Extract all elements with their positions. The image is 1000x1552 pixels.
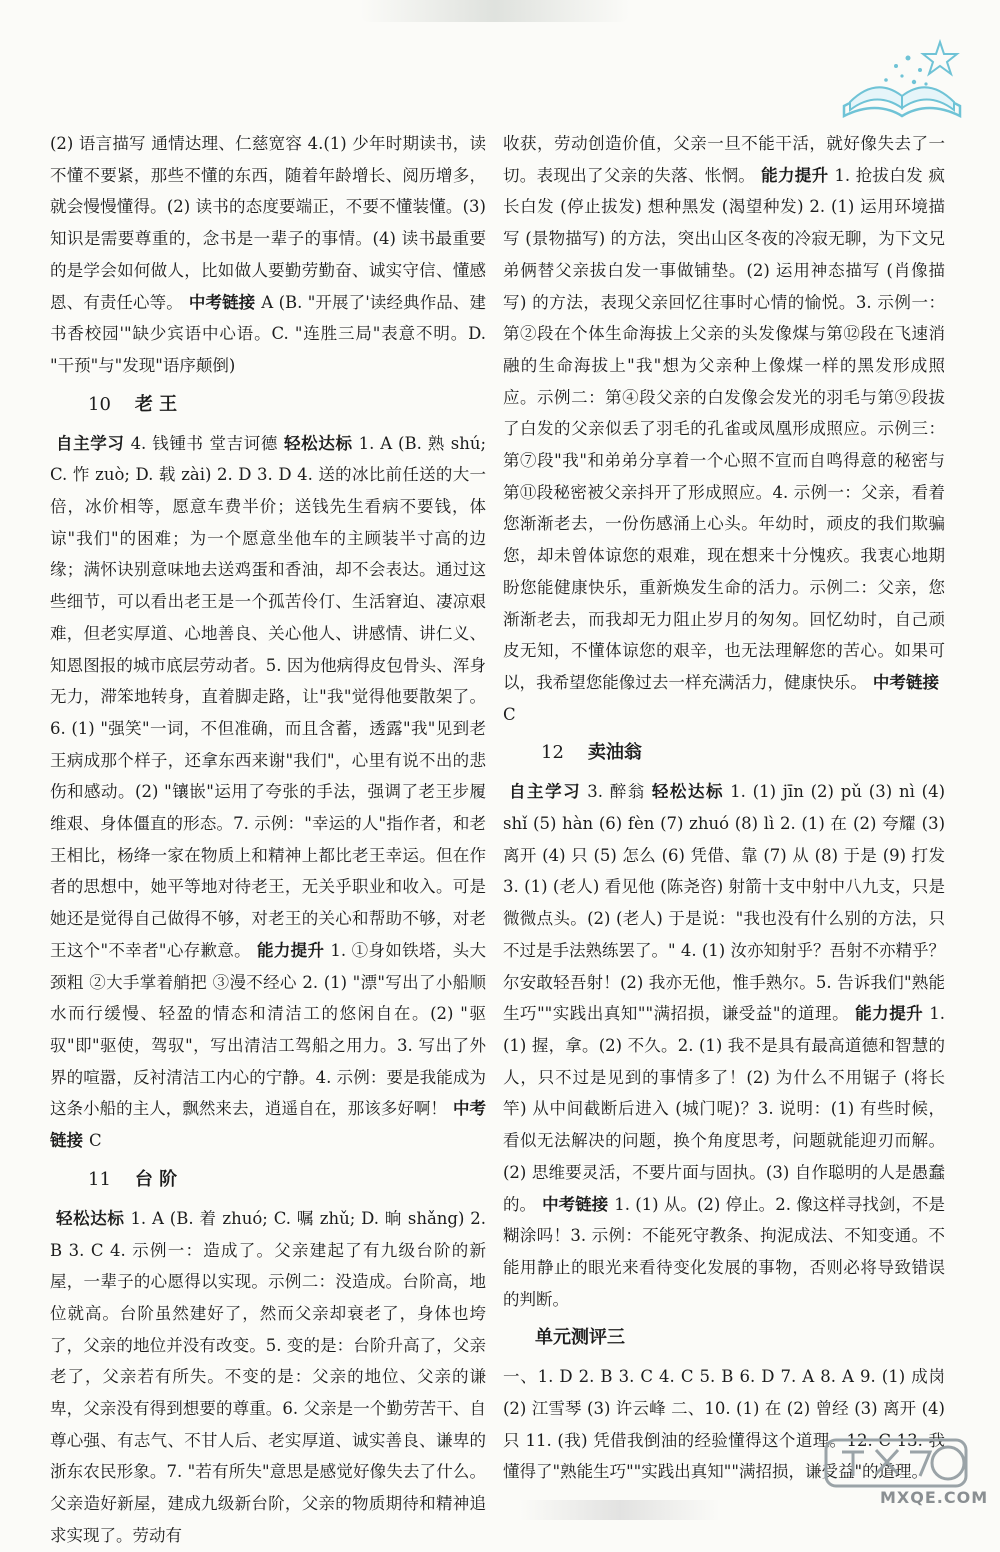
section-title-mai-you-weng: 12 卖油翁 [541, 742, 642, 764]
keyword-label: 中考链接 [542, 1194, 609, 1214]
right-column [503, 128, 945, 1488]
answer-paragraph: 收获，劳动创造价值，父亲一旦不能干活，就好像失去了一切。表现出了父亲的失落、怅惘。 能力提升 1. 抢拔白发 疯长白发 (停止拔发) 想种黑发 (渴望种发) 2. (1) 运用环境描写 (景物描写) 的方法，突出山区冬夜的冷寂无聊，为下文兄弟俩替父亲拔白发一事做铺垫。(2) 运用神态描写 (肖像描写) 的方法，表现父亲回忆往事时心情的愉悦。3. 示例一：第②段在个体生命海拔上父亲的头发像煤与第⑫段在飞速消融的生命海拔上"我"想为父亲种上像煤一样的黑发形成照应。示例二：第④段父亲的白发像会发光的羽毛与第⑨段拔了白发的父亲似丢了羽毛的孔雀或凤凰形成照应。示例三：第⑦段"我"和弟弟分享着一个心照不宣而自鸣得意的秘密与第⑪段秘密被父亲抖开了形成照应。4. 示例一：父亲，看着您渐渐老去，一份伤感涌上心头。年幼时，顽皮的我们欺骗您，却未曾体谅您的艰难，现在想来十分愧疚。我衷心地期盼您能健康快乐，重新焕发生命的活力。示例二：父亲，您渐渐老去，而我却无力阻止岁月的匆匆。回忆幼时，自己顽皮无知，不懂体谅您的艰辛，也无法理解您的苦心。如果可以，我希望您能像过去一样充满活力，健康快乐。 中考链接C [503, 134, 946, 724]
watermark-text: MXQE.COM [880, 1488, 989, 1507]
answer-paragraph: (2) 语言描写 通情达理、仁慈宽容 4.(1) 少年时期读书，读不懂不要紧，那些不懂的东西，随着年龄增长、阅历增多，就会慢慢懂得。(2) 读书的态度要端正，不要不懂装懂。(3) 知识是需要尊重的，念书是一辈子的事情。(4) 读书最重要的是学会如何做人，比如做人要勤劳勤奋、诚实守信、懂感恩、有责任心等。 中考链接 A (B. "开展了'读经典作品、建书香校园'"缺少宾语中心语。C. "连胜三局"表意不明。D. "干预"与"发现"语序颠倒) [50, 134, 487, 375]
answer-paragraph: 轻松达标 1. A (B. 着 zhuó; C. 嘱 zhǔ; D. 晌 shǎng) 2. B 3. C 4. 示例一：造成了。父亲建起了有九级台阶的新屋，一辈子的心愿得以实现。示例二：没造成。台阶高，地位就高。台阶虽然建好了，然而父亲却衰老了，身体也垮了，父亲的地位并没有改变。5. 变的是：台阶升高了，父亲老了，父亲若有所失。不变的是：父亲的地位、父亲的谦卑，父亲没有得到想要的尊重。6. 父亲是一个勤劳苦干、自尊心强、有志气、不甘人后、老实厚道、诚实善良、谦卑的浙东农民形象。7. "若有所失"意思是感觉好像失去了什么。父亲造好新屋，建成九级新台阶，父亲的物质期待和精神追求实现了。劳动有 [50, 1208, 487, 1545]
keyword-label: 能力提升 [257, 940, 325, 960]
keyword-label: 自主学习 [56, 433, 125, 453]
answer-paragraph: 一、1. D 2. B 3. C 4. C 5. B 6. D 7. A 8. A 9. (1) 成岗 (2) 江雪琴 (3) 许云峰 二、10. (1) 在 (2) 曾经 (3) 离开 (4) 只 11. (我) 凭借我倒油的经验懂得这个道理。12. C 13. 我懂得了"熟能生巧""实践出真知""满招损，谦受益"的道理。 [503, 1367, 945, 1482]
keyword-label: 轻松达标 [284, 433, 353, 453]
footer-scan-band [520, 1500, 720, 1520]
keyword-label: 中考链接 [872, 672, 940, 692]
keyword-label: 轻松达标 [56, 1208, 125, 1228]
keyword-label: 能力提升 [855, 1004, 924, 1024]
keyword-label: 自主学习 [509, 782, 582, 802]
section-title-unit-test: 单元测评三 [535, 1327, 625, 1349]
keyword-label: 能力提升 [761, 165, 829, 185]
section-title-lao-wang: 10 老 王 [88, 393, 178, 415]
keyword-label: 中考链接 [188, 292, 256, 312]
answer-paragraph: 自主学习 4. 钱锺书 堂吉诃德 轻松达标 1. A (B. 熟 shú; C. 怍 zuò; D. 载 zài) 2. D 3. D 4. 送的冰比前任送的大一倍，冰价相等，愿意车费半价；送钱先生看病不要钱，体谅"我们"的困难；为一个愿意坐他车的主顾装半寸高的边缘；满怀诀别意味地去送鸡蛋和香油，却不会表达。通过这些细节，可以看出老王是一个孤苦伶仃、生活窘迫、凄凉艰难，但老实厚道、心地善良、关心他人、讲感情、讲仁义、知恩图报的城市底层劳动者。5. 因为他病得皮包骨头、浑身无力，滞笨地转身，直着脚走路，让"我"觉得他要散架了。6. (1) "强笑"一词，不但准确，而且含蓄，透露"我"见到老王病成那个样子，还拿东西来谢"我们"，心里有说不出的悲伤和感动。(2) "镶嵌"运用了夸张的手法，强调了老王步履维艰、身体僵直的形态。7. 示例："幸运的人"指作者，和老王相比，杨绛一家在物质上和精神上都比老王幸运。但在作者的思想中，她平等地对待老王，无关乎职业和收入。可是她还是觉得自己做得不够，对老王的关心和帮助不够，对老王这个"不幸者"心存歉意。 能力提升 1. ①身如铁塔，头大颈粗 ②大手掌着艄把 ③漫不经心 2. (1) "漂"写出了小船顺水而行缓慢、轻盈的情态和清洁工的悠闲自在。(2) "驱驭"即"驱使，驾驭"，写出清洁工驾船之用力。3. 写出了外界的喧嚣，反衬清洁工内心的宁静。4. 示例：要是我能成为这条小船的主人，飘然来去，逍遥自在，那该多好啊！ 中考链接 C [50, 433, 487, 1151]
header-scan-band [360, 0, 630, 22]
answer-paragraph: 自主学习 3. 醉翁 轻松达标 1. (1) jīn (2) pǔ (3) nì (4) shǐ (5) hàn (6) fèn (7) zhuó (8) lì 2. (1) 在 (2) 夸耀 (3) 离开 (4) 只 (5) 怎么 (6) 凭借、靠 (7) 从 (8) 于是 (9) 打发 3. (1) (老人) 看见他 (陈尧咨) 射箭十支中射中八九支，只是微微点头。(2) (老人) 于是说："我也没有什么别的方法，只不过是手法熟练罢了。" 4. (1) 汝亦知射乎？吾射不亦精乎？尔安敢轻吾射！(2) 我亦无他，惟手熟尔。5. 告诉我们"熟能生巧""实践出真知""满招损，谦受益"的道理。 能力提升 1. (1) 握，拿。(2) 不久。2. (1) 我不是具有最高道德和智慧的人，只不过是见到的事情多了！(2) 为什么不用锯子 (将长竿) 从中间截断后进入 (城门呢)？3. 说明：(1) 有些时候，看似无法解决的问题，换个角度思考，问题就能迎刃而解。(2) 思维要灵活，不要片面与固执。(3) 自作聪明的人是愚蠢的。 中考链接 1. (1) 从。(2) 停止。2. 像这样寻找剑，不是糊涂吗！3. 示例：不能死守教条、拘泥成法、不知变通。不能用静止的眼光来看待变化发展的事物，否则必将导致错误的判断。 [503, 782, 946, 1309]
section-title-tai-jie: 11 台 阶 [88, 1168, 178, 1190]
keyword-label: 中考链接 [50, 1099, 487, 1151]
left-column [50, 128, 486, 1552]
keyword-label: 轻松达标 [651, 782, 725, 802]
open-book-star-icon [836, 36, 968, 128]
